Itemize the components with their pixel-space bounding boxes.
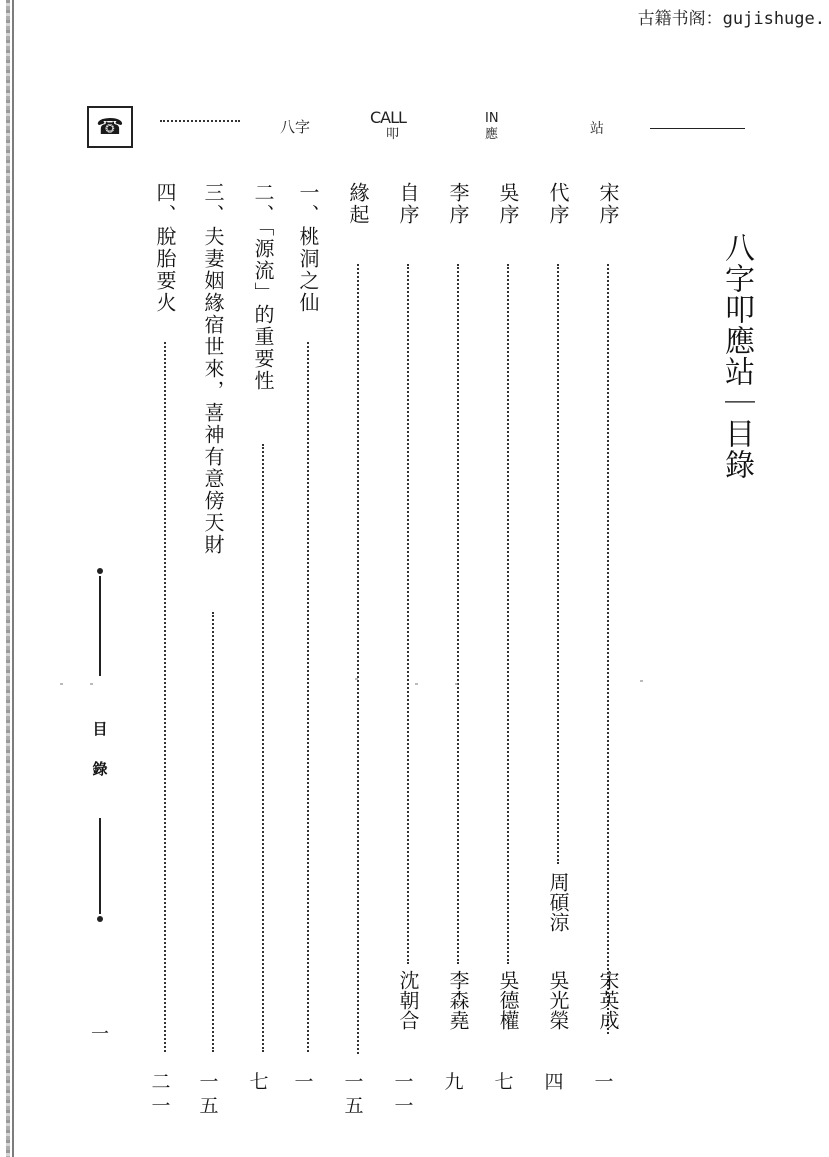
toc-leader-dots (307, 342, 309, 1052)
header-in: IN (485, 111, 499, 126)
header-rule (650, 128, 745, 129)
spine-page-number: 一 (91, 1024, 109, 1045)
header-dotted-rule (160, 120, 240, 122)
toc-leader-dots (457, 264, 459, 964)
toc-title: 緣起 (346, 182, 370, 226)
toc-author: 沈朝合 (396, 970, 420, 1030)
toc-entry (446, 182, 470, 1062)
toc-page-number: 九 (444, 1071, 464, 1093)
spine-label-mu: 目 (92, 720, 108, 738)
book-title: 八字叩應站｜目錄 (719, 232, 754, 480)
toc-page-number: 二一 (151, 1071, 171, 1117)
toc-leader-dots (557, 264, 559, 864)
scan-speck (60, 683, 63, 685)
toc-title: 李序 (446, 182, 470, 226)
toc-title: 代序 (546, 182, 570, 226)
toc-entry (296, 182, 320, 1062)
page-edge-shadow (6, 0, 10, 1157)
toc-page-number: 一 (294, 1071, 314, 1093)
toc-leader-dots (407, 264, 409, 964)
toc-author: 李森堯 (446, 970, 470, 1030)
toc-leader-dots (262, 444, 264, 1052)
toc-title: 一、桃洞之仙 (296, 182, 320, 314)
section-spine-marker (80, 560, 120, 1060)
toc-title: 自序 (396, 182, 420, 226)
toc-page-number: 七 (249, 1071, 269, 1093)
watermark: 古籍书阁：gujishuge. (637, 9, 825, 29)
scan-speck (415, 683, 418, 685)
toc-leader-dots (507, 264, 509, 964)
toc-leader-dots (164, 342, 166, 1052)
spine-line-bottom (99, 818, 101, 914)
toc-leader-dots (212, 612, 214, 1052)
toc-entry (153, 182, 177, 1062)
spine-dot-bottom (97, 916, 103, 922)
phone-icon: ☎ (87, 106, 133, 148)
toc-title: 四、脫胎要火 (153, 182, 177, 314)
header-ying: 應 (485, 127, 499, 142)
toc-page-number: 一五 (344, 1071, 364, 1117)
scan-speck (90, 683, 93, 685)
toc-author-secondary: 周碩涼 (546, 872, 570, 932)
toc-title: 吳序 (496, 182, 520, 226)
toc-page-number: 一一 (394, 1071, 414, 1117)
header-call: CALL (370, 108, 406, 127)
spine-label-lu: 錄 (92, 760, 108, 778)
scan-speck (455, 683, 458, 685)
toc-page-number: 四 (544, 1071, 564, 1093)
header-zhan: 站 (590, 121, 604, 137)
scan-speck (355, 678, 358, 680)
scan-speck (640, 680, 643, 682)
toc-leader-dots (607, 264, 609, 1034)
header-kou: 叩 (386, 127, 400, 142)
toc-entry (346, 182, 370, 1062)
toc-author: 宋英成 (596, 970, 620, 1030)
page-edge-line (12, 0, 14, 1157)
toc-title: 三、夫妻姻緣宿世來，喜神有意傍天財 (201, 182, 225, 556)
toc-entry (201, 182, 225, 1062)
toc-entry (546, 182, 570, 1062)
toc-page-number: 一 (594, 1071, 614, 1093)
toc-entry (396, 182, 420, 1062)
toc-entry (596, 182, 620, 1062)
toc-leader-dots (357, 264, 359, 1054)
spine-dot-top (97, 568, 103, 574)
toc-page-number: 一五 (199, 1071, 219, 1117)
toc-entry (496, 182, 520, 1062)
toc-author: 吳光榮 (546, 970, 570, 1030)
toc-author: 吳德權 (496, 970, 520, 1030)
toc-entry (251, 182, 275, 1062)
toc-page-number: 七 (494, 1071, 514, 1093)
toc-title: 二、「源流」的重要性 (251, 182, 275, 392)
spine-line-top (99, 576, 101, 676)
toc-title: 宋序 (596, 182, 620, 226)
header-bazi: 八字 (280, 118, 311, 136)
